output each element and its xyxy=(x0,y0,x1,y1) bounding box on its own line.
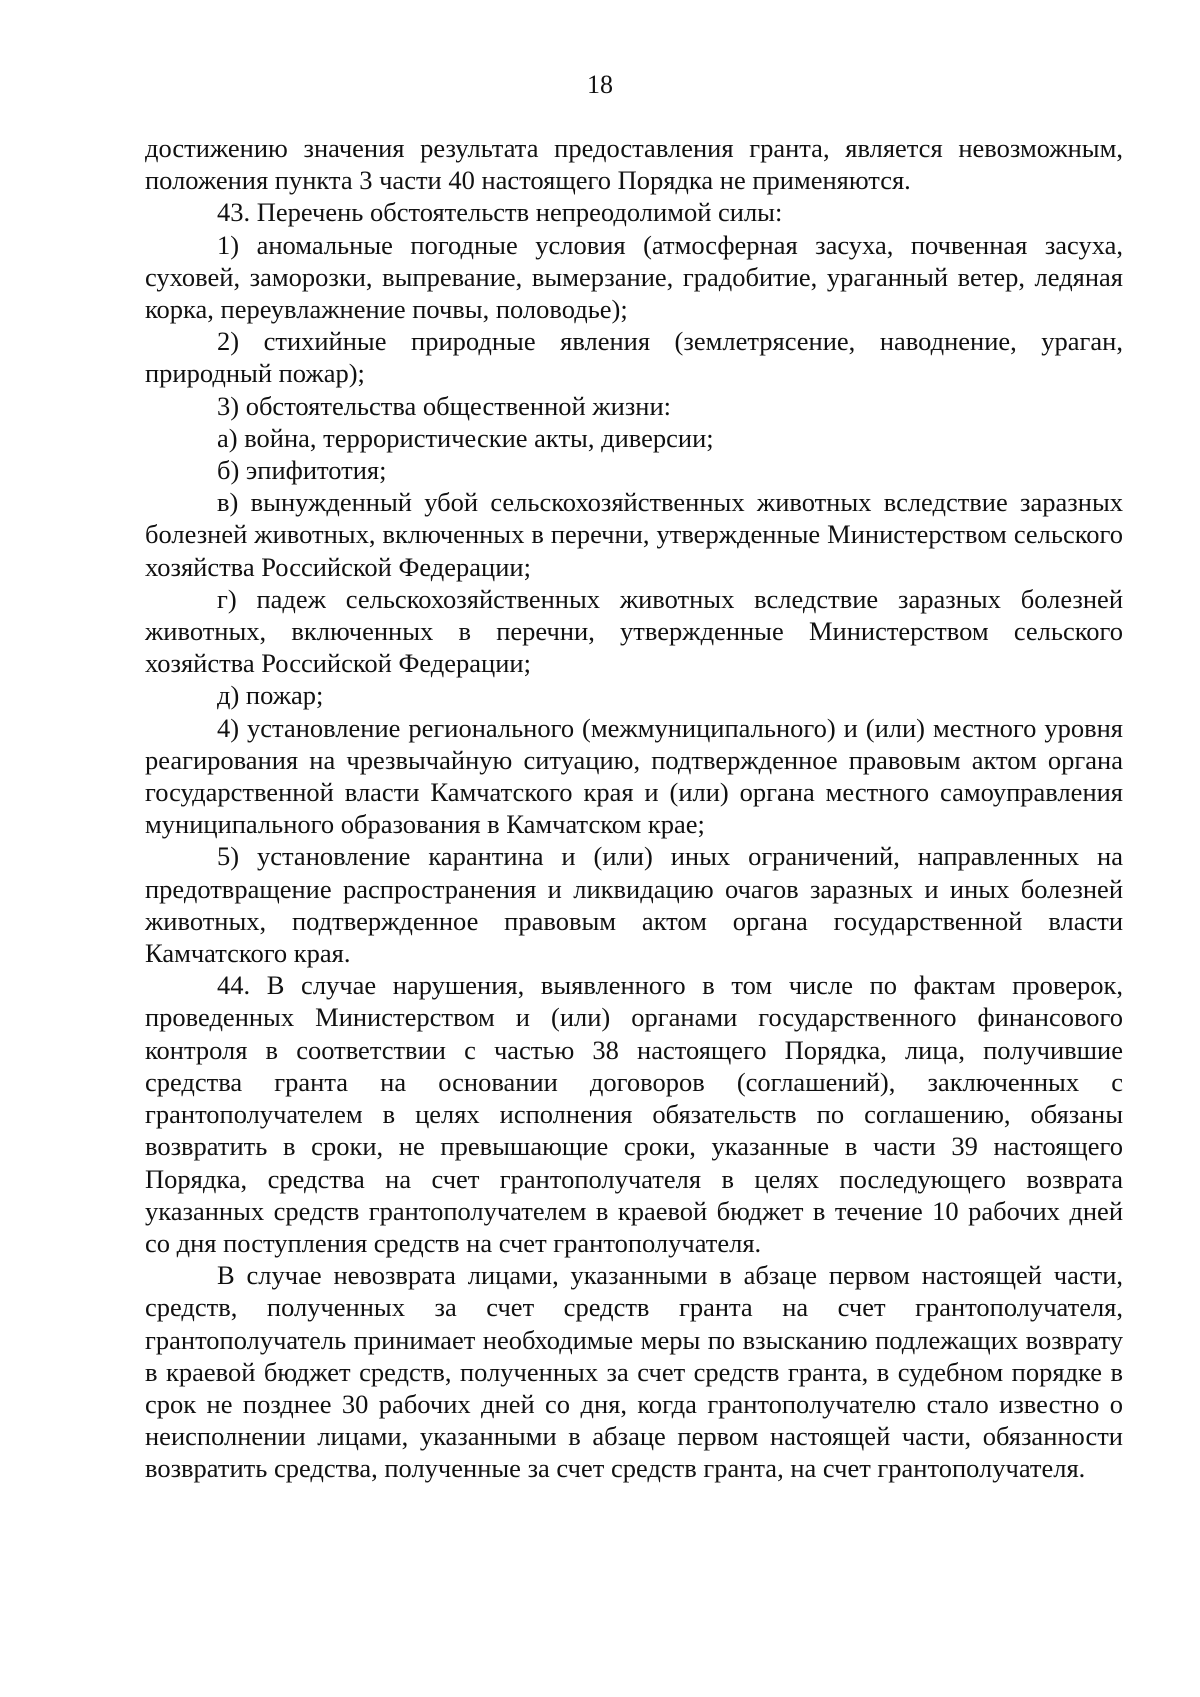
paragraph: 1) аномальные погодные условия (атмосферная засуха, почвенная засуха, суховей, заморозки, выпревание, вымерзание, градобитие, ураганный ветер, ледяная корка, переувлажнение почвы, половодье); xyxy=(145,229,1123,325)
paragraph: в) вынужденный убой сельскохозяйственных животных вследствие заразных болезней животных, включенных в перечни, утвержденные Министерством сельского хозяйства Российской Федерации; xyxy=(145,487,1123,582)
paragraph: 4) установление регионального (межмуниципального) и (или) местного уровня реагирования на чрезвычайную ситуацию, подтвержденное правовым актом органа государственной власти Камчатского края и (или) органа местного самоуправления муниципального образования в Камчатском крае; xyxy=(145,712,1123,840)
paragraph: 44. В случае нарушения, выявленного в том числе по фактам проверок, проведенных Министерством и (или) органами государственного финансового контроля в соответствии с частью 38 настоящего Порядка, лица, получившие средства гранта на основании договоров (соглашений), заключенных с грантополучателем в целях исполнения обязательств по соглашению, обязаны возвратить в сроки, не превышающие сроки, указанные в части 39 настоящего Порядка, средства на счет грантополучателя в целях последующего возврата указанных средств грантополучателем в краевой бюджет в течение 10 рабочих дней со дня поступления средств на счет грантополучателя. xyxy=(145,970,1123,1258)
paragraph: достижению значения результата предоставления гранта, является невозможным, положения пункта 3 части 40 настоящего Порядка не применяются. xyxy=(145,133,1123,196)
paragraph: д) пожар; xyxy=(217,680,324,711)
paragraph: а) война, террористические акты, диверсии; xyxy=(217,422,714,453)
paragraph: 2) стихийные природные явления (землетрясение, наводнение, ураган, природный пожар); xyxy=(145,326,1123,389)
paragraph: 5) установление карантина и (или) иных ограничений, направленных на предотвращение распространения и ликвидацию очагов заразных и иных болезней животных, подтвержденное правовым актом органа государственной власти Камчатского края. xyxy=(145,841,1123,969)
paragraph: б) эпифитотия; xyxy=(217,455,387,486)
paragraph: г) падеж сельскохозяйственных животных вследствие заразных болезней животных, включенных в перечни, утвержденные Министерством сельского хозяйства Российской Федерации; xyxy=(145,583,1123,679)
paragraph: В случае невозврата лицами, указанными в абзаце первом настоящей части, средств, полученных за счет средств гранта на счет грантополучателя, грантополучатель принимает необходимые меры по взысканию подлежащих возврату в краевой бюджет средств, полученных за счет средств гранта, в судебном порядке в срок не позднее 30 рабочих дней со дня, когда грантополучателю стало известно о неисполнении лицами, указанными в абзаце первом настоящей части, обязанности возвратить средства, полученные за счет средств гранта, на счет грантополучателя. xyxy=(145,1260,1123,1484)
page-number: 18 xyxy=(587,70,613,99)
paragraph: 3) обстоятельства общественной жизни: xyxy=(217,390,672,421)
paragraph: 43. Перечень обстоятельств непреодолимой силы: xyxy=(217,197,783,228)
document-body xyxy=(145,132,1123,1485)
